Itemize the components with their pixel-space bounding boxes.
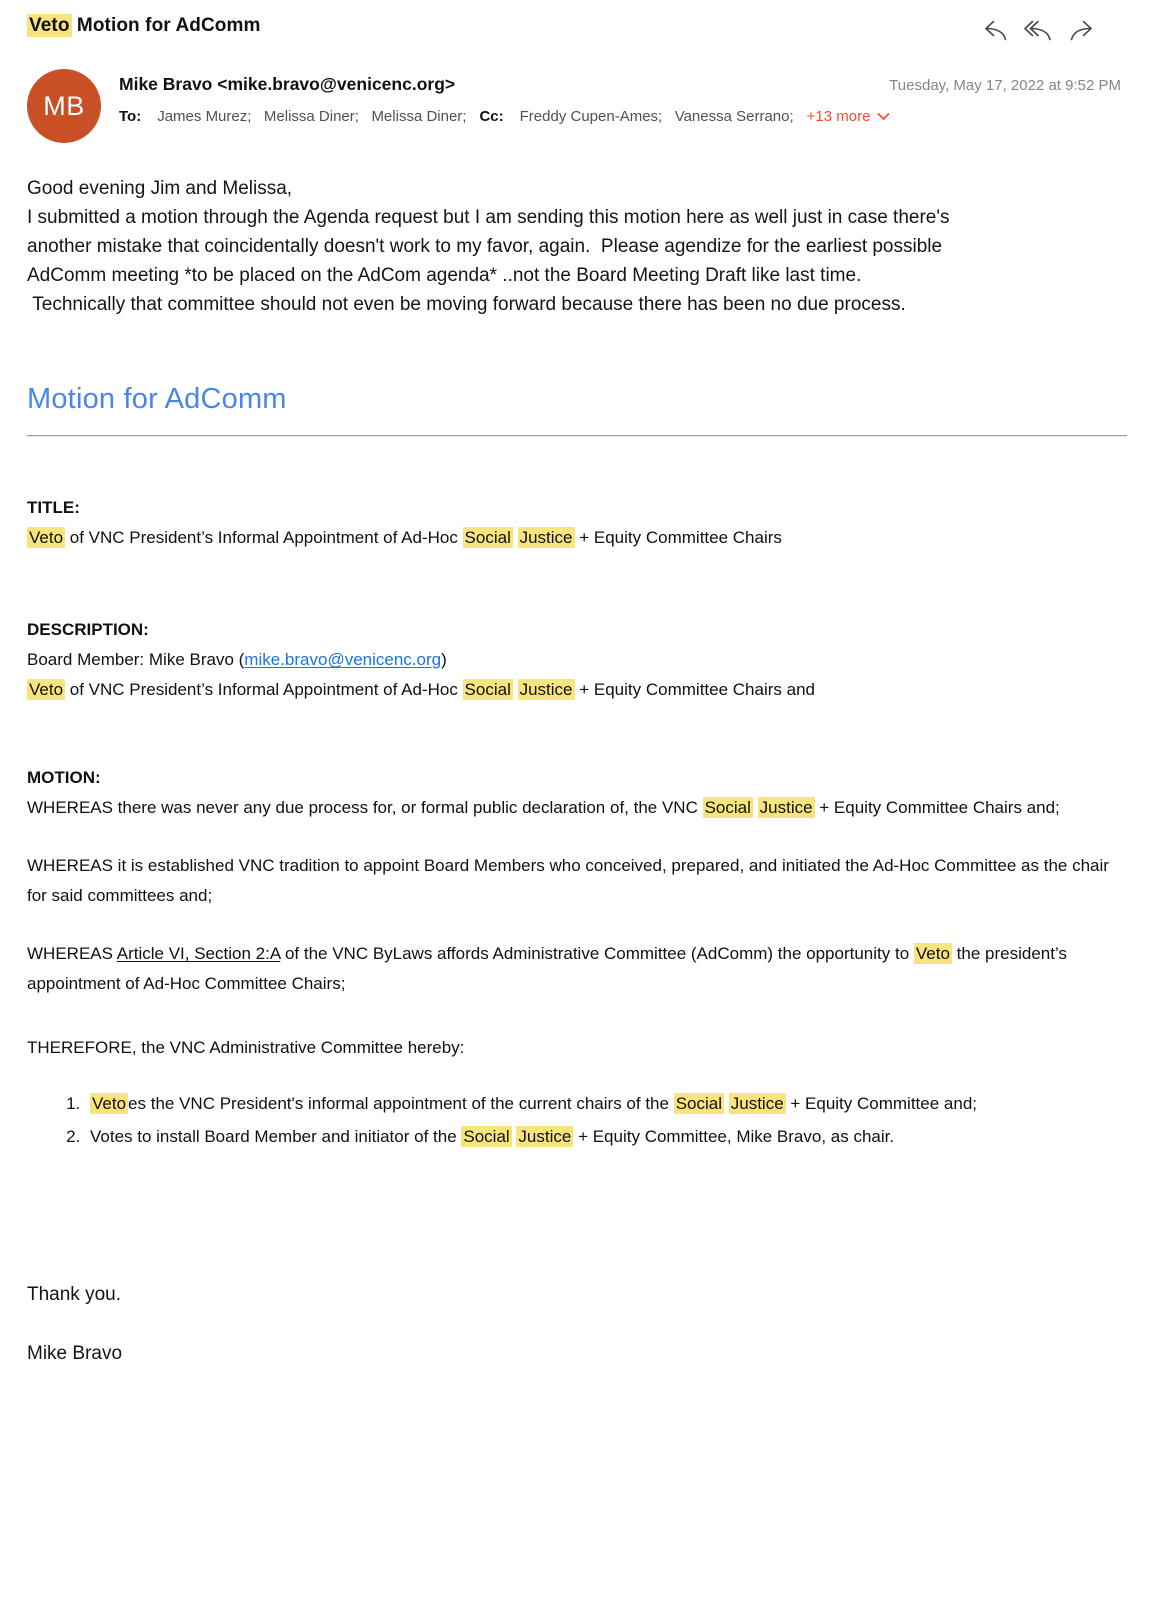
email-body: [27, 174, 1145, 1368]
text-segment: WHEREAS: [27, 944, 117, 963]
email-address-link[interactable]: mike.bravo@venicenc.org: [244, 650, 442, 669]
text-segment: [513, 680, 518, 699]
highlighted-text: Veto: [29, 15, 70, 36]
highlighted-text: Veto: [29, 680, 64, 699]
description-line: [27, 675, 1122, 705]
therefore-line: THEREFORE, the VNC Administrative Committee hereby:: [27, 1038, 465, 1057]
email-subject: [27, 15, 260, 37]
highlighted-text: Justice: [759, 798, 813, 817]
highlighted-text: Social: [704, 798, 751, 817]
cc-recipients[interactable]: Freddy Cupen-Ames; Vanessa Serrano;: [519, 108, 794, 125]
to-recipients[interactable]: James Murez; Melissa Diner; Melissa Diner;: [157, 108, 467, 125]
text-segment: Board Member: Mike Bravo (: [27, 650, 245, 669]
avatar[interactable]: [27, 69, 101, 143]
text-segment: + Equity Committee and;: [785, 1094, 977, 1113]
message-actions: [982, 18, 1095, 42]
divider: [27, 435, 1127, 437]
forward-button[interactable]: [1067, 18, 1095, 42]
text-segment: the president’s appointment of Ad-Hoc Committee Chairs;: [27, 944, 1072, 993]
highlighted-text: Social: [463, 1127, 510, 1146]
description-label: DESCRIPTION:: [27, 620, 149, 639]
text-segment: + Equity Committee Chairs and;: [814, 798, 1060, 817]
highlighted-text: Veto: [915, 944, 950, 963]
text-segment: Votes to install Board Member and initiator of the: [90, 1127, 462, 1146]
sender-name[interactable]: Mike Bravo <mike.bravo@venicenc.org>: [119, 74, 456, 94]
highlighted-text: Social: [675, 1094, 722, 1113]
highlighted-text: Social: [464, 680, 511, 699]
subject-row: [27, 0, 1145, 42]
highlighted-text: Veto: [92, 1094, 127, 1113]
reply-all-icon: [1023, 18, 1054, 42]
body-paragraph: Technically that committee should not even be moving forward because there has been no due process.: [27, 294, 906, 315]
forward-icon: [1067, 18, 1095, 42]
text-segment: [513, 528, 518, 547]
cc-label: Cc:: [479, 108, 504, 125]
text-segment: WHEREAS there was never any due process for, or formal public declaration of, the VNC: [27, 798, 703, 817]
text-segment: + Equity Committee, Mike Bravo, as chair.: [573, 1127, 895, 1146]
text-segment: of the VNC ByLaws affords Administrative Committee (AdComm) the opportunity to: [280, 944, 914, 963]
text-segment: of VNC President’s Informal Appointment of Ad-Hoc: [65, 528, 463, 547]
description-line: [27, 645, 1122, 675]
highlighted-text: Justice: [519, 680, 573, 699]
greeting: Good evening Jim and Melissa,: [27, 178, 293, 199]
whereas-clause: [27, 793, 1122, 823]
avatar-initials: MB: [43, 90, 85, 121]
reply-button[interactable]: [982, 18, 1010, 42]
title-text: [27, 523, 1122, 553]
highlighted-text: Justice: [518, 1127, 572, 1146]
text-segment: of VNC President’s Informal Appointment of Ad-Hoc: [65, 680, 463, 699]
text-segment: es the VNC President's informal appointment of the current chairs of the: [128, 1094, 674, 1113]
highlighted-text: Veto: [29, 528, 64, 547]
text-segment: ): [441, 650, 447, 669]
reply-icon: [982, 18, 1010, 42]
motion-list-item: [85, 1122, 1027, 1152]
text-segment: + Equity Committee Chairs and: [574, 680, 815, 699]
more-recipients-button[interactable]: [807, 108, 891, 125]
reply-all-button[interactable]: [1023, 18, 1054, 42]
whereas-clause: [27, 939, 1122, 999]
whereas-clause: WHEREAS it is established VNC tradition to appoint Board Members who conceived, prepared, and initiated the Ad-Hoc Committee as the chair for said committees and;: [27, 856, 1114, 905]
motion-heading: Motion for AdComm: [27, 383, 287, 415]
motion-list: [27, 1089, 1027, 1152]
chevron-down-icon: [877, 112, 890, 121]
motion-label: MOTION:: [27, 768, 101, 787]
header-main: [119, 69, 1145, 143]
closing: Thank you.: [27, 1284, 121, 1305]
text-segment: [753, 798, 758, 817]
text-segment: Article VI, Section 2:A: [116, 944, 281, 963]
message-date: Tuesday, May 17, 2022 at 9:52 PM: [889, 77, 1121, 94]
text-segment: + Equity Committee Chairs: [574, 528, 782, 547]
highlighted-text: Justice: [519, 528, 573, 547]
signature: Mike Bravo: [27, 1343, 123, 1364]
text-segment: Motion for AdComm: [71, 15, 261, 36]
highlighted-text: Justice: [730, 1094, 784, 1113]
to-label: To:: [119, 108, 142, 125]
sender-row: [119, 74, 1145, 95]
highlighted-text: Social: [464, 528, 511, 547]
body-paragraph: I submitted a motion through the Agenda request but I am sending this motion here as well just in case there's another mistake that coincidentally doesn't work to my favor, again. Please agendize for the earliest possible AdComm meeting *to be placed on the AdCom agenda* ..not the Board Meeting Draft like last time.: [27, 207, 955, 286]
message-header: [27, 69, 1145, 143]
recipients-line: [119, 108, 1145, 125]
more-recipients-label: +13 more: [806, 108, 871, 125]
motion-list-item: [85, 1089, 1027, 1119]
title-label: TITLE:: [27, 498, 80, 517]
